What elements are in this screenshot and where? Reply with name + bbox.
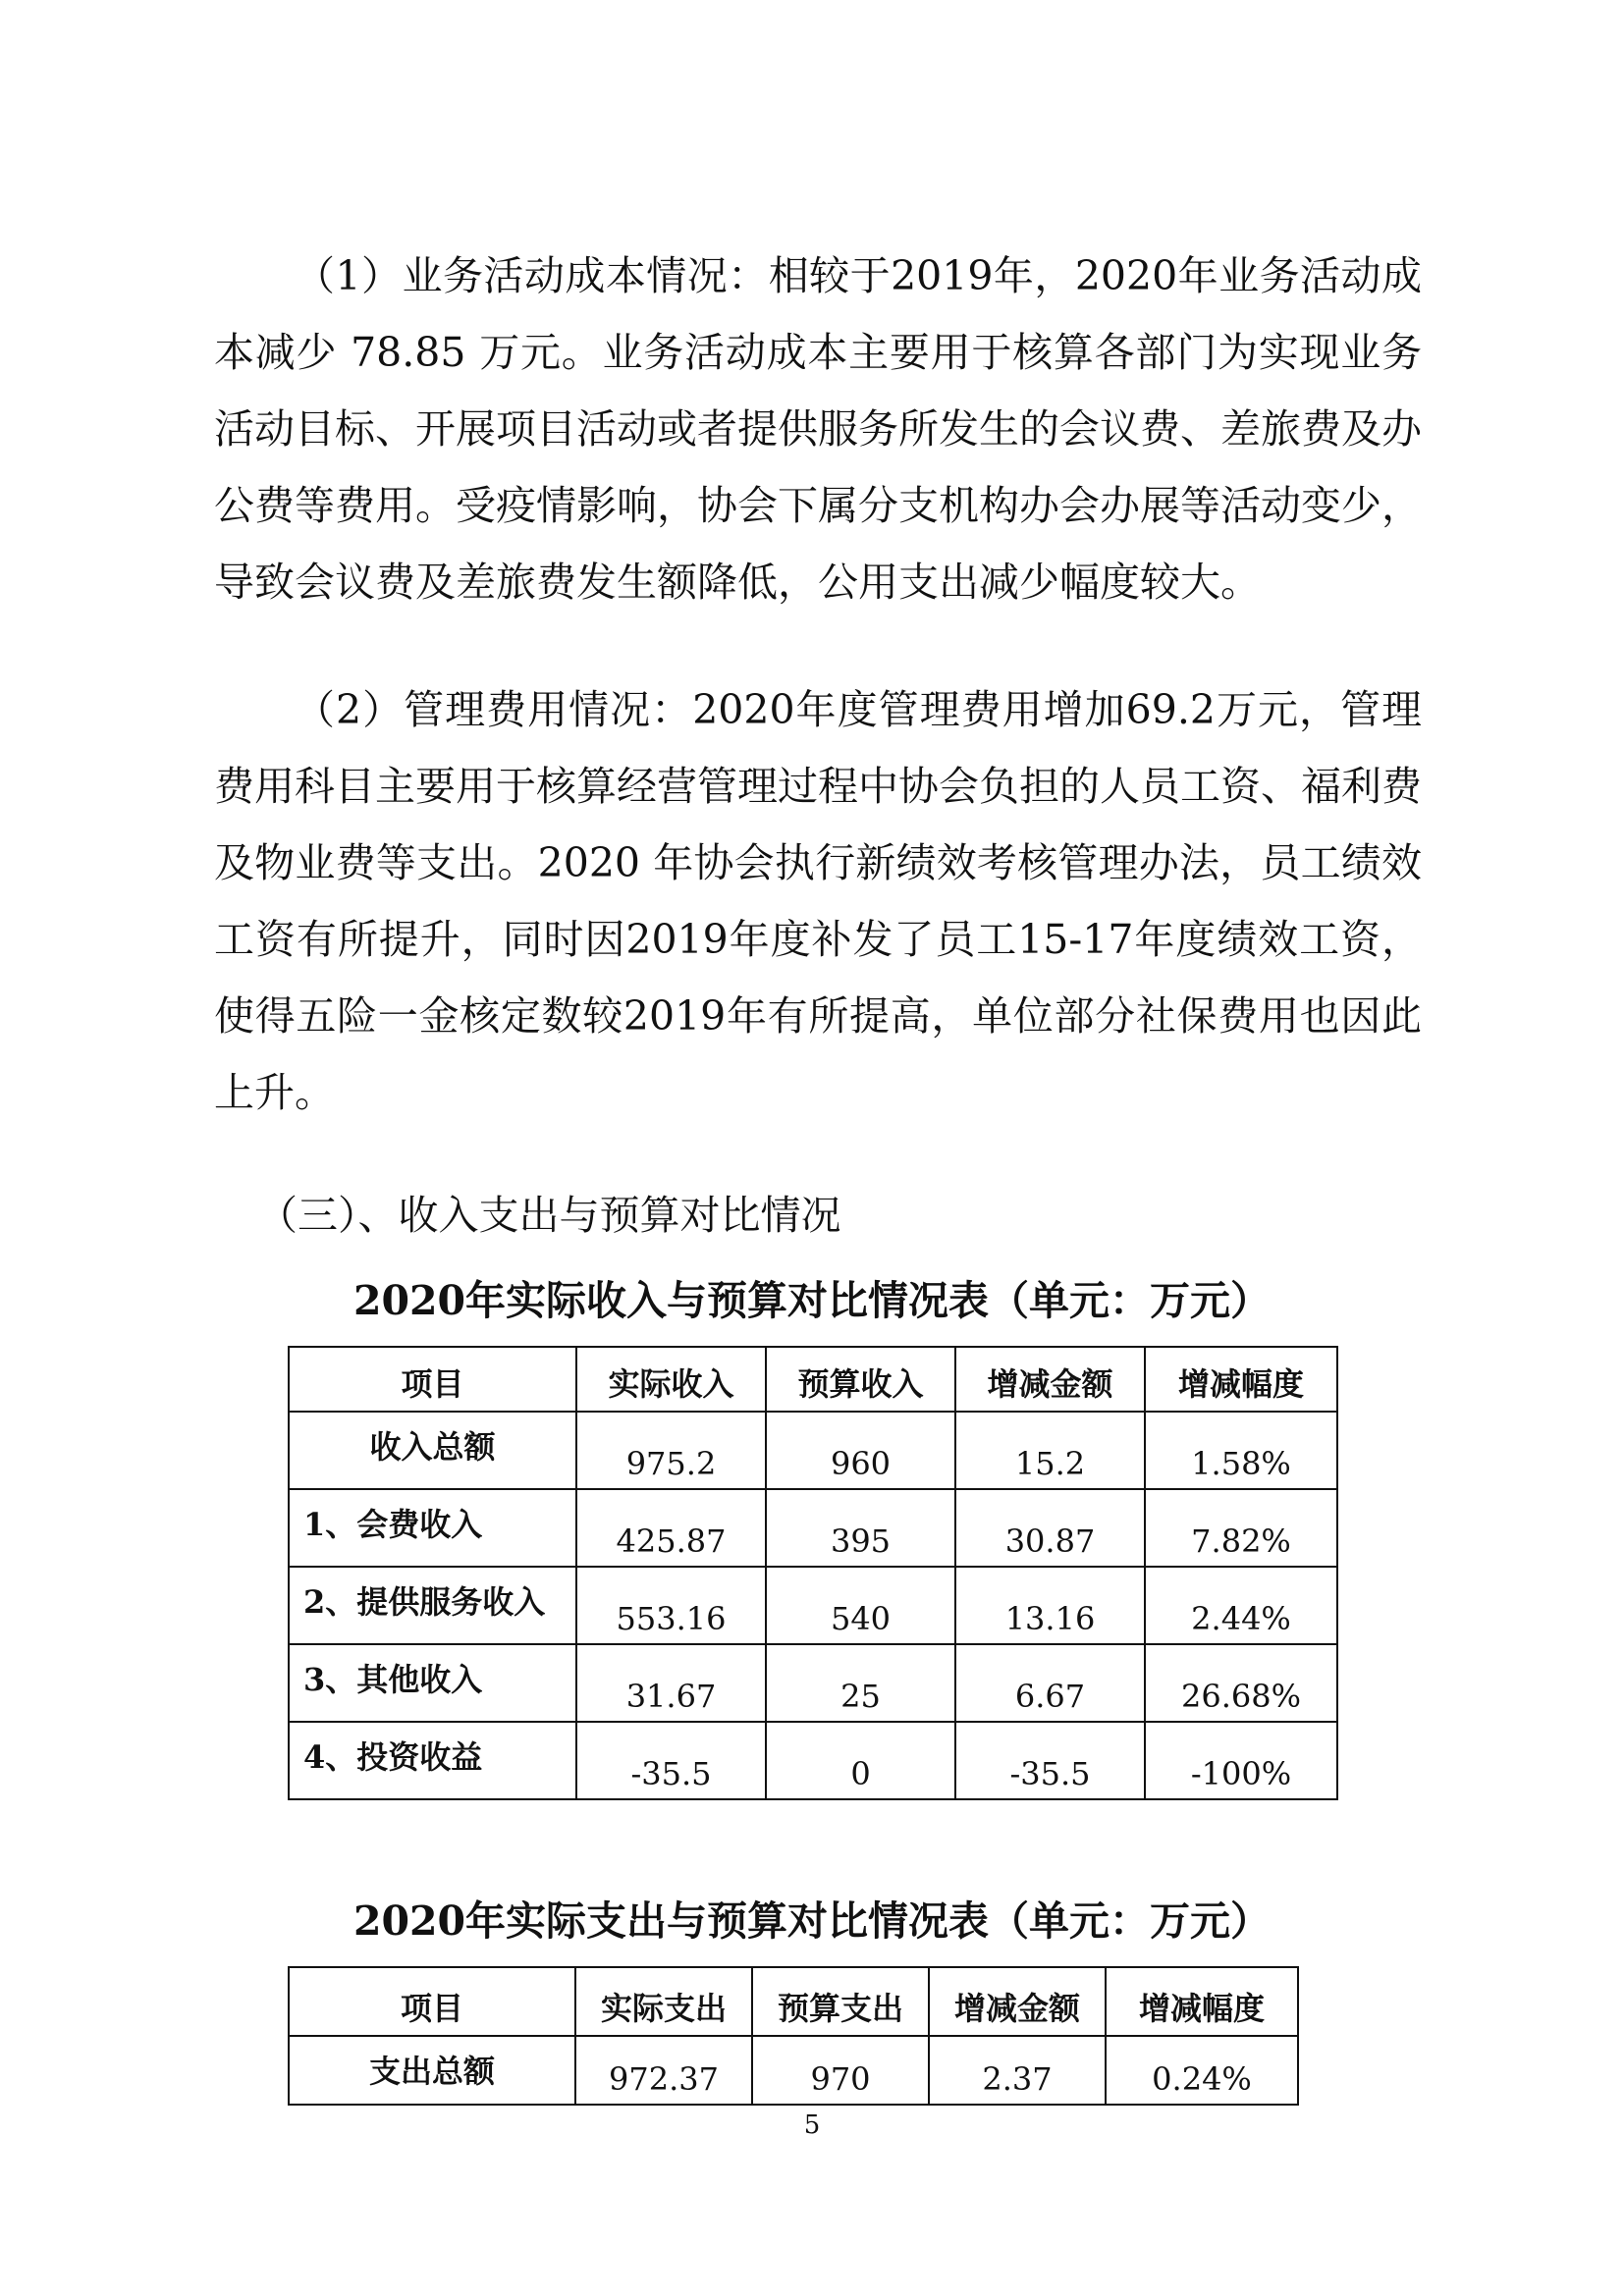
income-table bbox=[288, 1346, 1338, 1800]
header-cell: 增减幅度 bbox=[1106, 1967, 1298, 2036]
header-cell: 项目 bbox=[289, 1967, 575, 2036]
cell-actual: -35.5 bbox=[576, 1722, 766, 1799]
table-row bbox=[289, 1644, 1337, 1722]
cell-rate: 1.58% bbox=[1145, 1412, 1337, 1489]
table-header-row bbox=[289, 1967, 1298, 2036]
header-cell: 增减幅度 bbox=[1145, 1347, 1337, 1412]
header-cell: 实际支出 bbox=[575, 1967, 752, 2036]
cell-actual: 553.16 bbox=[576, 1567, 766, 1644]
cell-change: 15.2 bbox=[955, 1412, 1145, 1489]
income-table-title: 2020年实际收入与预算对比情况表（单元：万元） bbox=[352, 1277, 1272, 1324]
row-label: 4、投资收益 bbox=[289, 1722, 576, 1799]
row-label: 支出总额 bbox=[289, 2036, 575, 2105]
cell-change: 2.37 bbox=[929, 2036, 1106, 2105]
cell-actual: 975.2 bbox=[576, 1412, 766, 1489]
table-row bbox=[289, 1412, 1337, 1489]
table-row bbox=[289, 1567, 1337, 1644]
cell-budget: 0 bbox=[766, 1722, 955, 1799]
header-cell: 预算收入 bbox=[766, 1347, 955, 1412]
cell-change: -35.5 bbox=[955, 1722, 1145, 1799]
cell-change: 30.87 bbox=[955, 1489, 1145, 1567]
row-label: 3、其他收入 bbox=[289, 1644, 576, 1722]
cell-actual: 972.37 bbox=[575, 2036, 752, 2105]
cell-change: 13.16 bbox=[955, 1567, 1145, 1644]
cell-rate: 26.68% bbox=[1145, 1644, 1337, 1722]
table-row bbox=[289, 1722, 1337, 1799]
cell-budget: 25 bbox=[766, 1644, 955, 1722]
table-row bbox=[289, 2036, 1298, 2105]
header-cell: 项目 bbox=[289, 1347, 576, 1412]
cell-budget: 395 bbox=[766, 1489, 955, 1567]
paragraph-management-cost: （2）管理费用情况：2020年度管理费用增加69.2万元，管理费用科目主要用于核算经营管理过程中协会负担的人员工资、福利费及物业费等支出。2020 年协会执行新绩效考核管理办法，员工绩效工资有所提升，同时因2019年度补发了员工15-17年度绩效工资，使得五险一金核定数较2019年有所提高，单位部分社保费用也因此上升。 bbox=[214, 686, 1422, 1116]
cell-budget: 970 bbox=[752, 2036, 929, 2105]
section-heading: （三）、收入支出与预算对比情况 bbox=[257, 1192, 841, 1239]
expense-table-title: 2020年实际支出与预算对比情况表（单元：万元） bbox=[352, 1897, 1272, 1945]
paragraph-business-cost: （1）业务活动成本情况：相较于2019年，2020年业务活动成本减少 78.85 万元。业务活动成本主要用于核算各部门为实现业务活动目标、开展项目活动或者提供服务所发生的会议费、差旅费及办公费等费用。受疫情影响，协会下属分支机构办会办展等活动变少，导致会议费及差旅费发生额降低，公用支出减少幅度较大。 bbox=[214, 252, 1422, 606]
header-cell: 实际收入 bbox=[576, 1347, 766, 1412]
cell-rate: 7.82% bbox=[1145, 1489, 1337, 1567]
row-label: 收入总额 bbox=[289, 1412, 576, 1489]
expense-table bbox=[288, 1966, 1299, 2106]
cell-rate: -100% bbox=[1145, 1722, 1337, 1799]
cell-actual: 425.87 bbox=[576, 1489, 766, 1567]
header-cell: 增减金额 bbox=[955, 1347, 1145, 1412]
cell-rate: 0.24% bbox=[1106, 2036, 1298, 2105]
table-header-row bbox=[289, 1347, 1337, 1412]
page-number: 5 bbox=[803, 2110, 821, 2140]
cell-budget: 960 bbox=[766, 1412, 955, 1489]
cell-rate: 2.44% bbox=[1145, 1567, 1337, 1644]
header-cell: 预算支出 bbox=[752, 1967, 929, 2036]
row-label: 1、会费收入 bbox=[289, 1489, 576, 1567]
cell-actual: 31.67 bbox=[576, 1644, 766, 1722]
cell-change: 6.67 bbox=[955, 1644, 1145, 1722]
row-label: 2、提供服务收入 bbox=[289, 1567, 576, 1644]
table-row bbox=[289, 1489, 1337, 1567]
cell-budget: 540 bbox=[766, 1567, 955, 1644]
header-cell: 增减金额 bbox=[929, 1967, 1106, 2036]
